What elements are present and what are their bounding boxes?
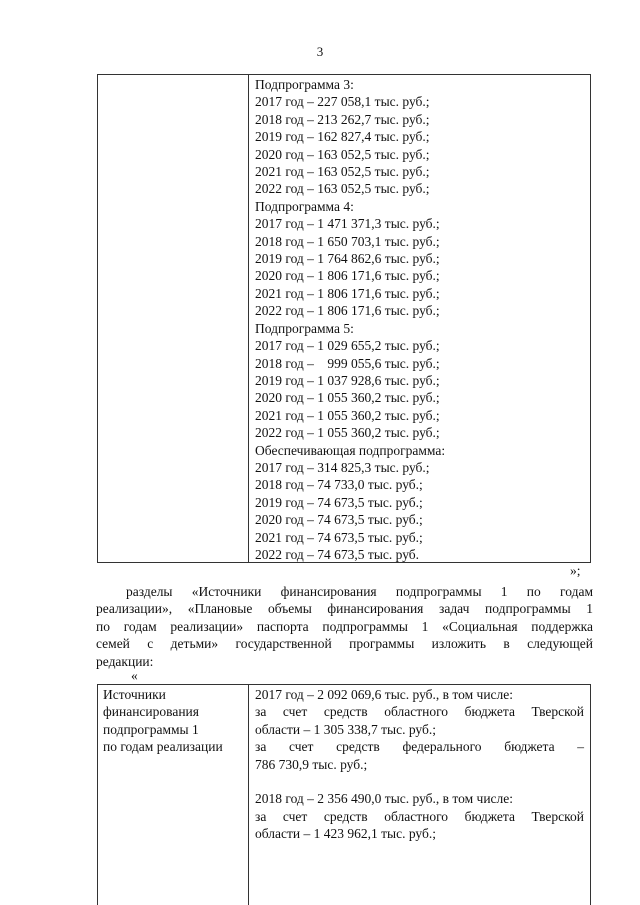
- blank-line: [255, 773, 584, 790]
- text-line: за счет средств областного бюджета Тверской: [255, 704, 584, 720]
- text-line: за счет средств областного бюджета Тверской: [255, 808, 584, 824]
- text-line: области – 1 423 962,1 тыс. руб.;: [255, 826, 436, 842]
- page-number: 3: [316, 44, 324, 59]
- text-line: Источники: [103, 687, 166, 702]
- paragraph-line: разделы «Источники финансирования подпрограммы 1 по годам: [126, 584, 593, 599]
- paragraph-line: по годам реализации» паспорта подпрограммы 1 «Социальная поддержка: [96, 618, 593, 634]
- subprogram-1-funding-table: [97, 684, 591, 905]
- text-line: 2018 год – 213 262,7 тыс. руб.;: [255, 111, 430, 127]
- column-divider: [248, 75, 249, 562]
- section-title-cell: [103, 686, 245, 756]
- text-line: за счет средств федерального бюджета –: [255, 739, 584, 755]
- text-line: 2022 год – 1 806 171,6 тыс. руб.;: [255, 303, 440, 319]
- text-line: 2021 год – 1 806 171,6 тыс. руб.;: [255, 285, 440, 301]
- text-line: 2020 год – 74 673,5 тыс. руб.;: [255, 512, 423, 528]
- text-line: 2019 год – 162 827,4 тыс. руб.;: [255, 129, 430, 145]
- amendment-paragraph: [96, 583, 593, 670]
- text-line: 2021 год – 1 055 360,2 тыс. руб.;: [255, 407, 440, 423]
- text-line: 786 730,9 тыс. руб.;: [255, 756, 368, 772]
- text-line: 2020 год – 163 052,5 тыс. руб.;: [255, 146, 430, 162]
- text-line: 2022 год – 163 052,5 тыс. руб.;: [255, 181, 430, 197]
- text-line: 2017 год – 1 029 655,2 тыс. руб.;: [255, 338, 440, 354]
- text-line: 2019 год – 74 673,5 тыс. руб.;: [255, 494, 423, 510]
- text-line: Подпрограмма 3:: [255, 77, 354, 92]
- text-line: 2017 год – 1 471 371,3 тыс. руб.;: [255, 216, 440, 232]
- closing-quote: »;: [570, 563, 581, 578]
- text-line: финансирования: [103, 704, 199, 720]
- text-line: 2022 год – 74 673,5 тыс. руб.: [255, 546, 420, 562]
- text-line: Обеспечивающая подпрограмма:: [255, 442, 446, 458]
- column-divider: [248, 685, 249, 905]
- opening-quote: «: [131, 668, 138, 683]
- text-line: 2021 год – 74 673,5 тыс. руб.;: [255, 529, 423, 545]
- text-line: 2018 год – 2 356 490,0 тыс. руб., в том числе:: [255, 791, 514, 807]
- text-line: 2018 год – 999 055,6 тыс. руб.;: [255, 355, 440, 371]
- text-line: Подпрограмма 5:: [255, 320, 354, 336]
- paragraph-line: семей с детьми» государственной программы изложить в следующей: [96, 636, 593, 652]
- text-line: 2017 год – 2 092 069,6 тыс. руб., в том числе:: [255, 687, 514, 702]
- text-line: 2017 год – 227 058,1 тыс. руб.;: [255, 94, 430, 110]
- section-values-cell: [255, 686, 584, 843]
- text-line: Подпрограмма 4:: [255, 198, 354, 214]
- text-line: 2017 год – 314 825,3 тыс. руб.;: [255, 459, 430, 475]
- text-line: 2018 год – 1 650 703,1 тыс. руб.;: [255, 233, 440, 249]
- funding-values-cell: [255, 76, 588, 563]
- text-line: 2019 год – 1 764 862,6 тыс. руб.;: [255, 251, 440, 267]
- text-line: 2020 год – 1 055 360,2 тыс. руб.;: [255, 390, 440, 406]
- text-line: по годам реализации: [103, 739, 223, 755]
- text-line: подпрограммы 1: [103, 721, 199, 737]
- funding-table-continued: [97, 74, 591, 563]
- text-line: 2022 год – 1 055 360,2 тыс. руб.;: [255, 425, 440, 441]
- text-line: 2020 год – 1 806 171,6 тыс. руб.;: [255, 268, 440, 284]
- paragraph-line: редакции:: [96, 653, 154, 669]
- text-line: области – 1 305 338,7 тыс. руб.;: [255, 721, 436, 737]
- text-line: 2018 год – 74 733,0 тыс. руб.;: [255, 477, 423, 493]
- text-line: 2021 год – 163 052,5 тыс. руб.;: [255, 164, 430, 180]
- text-line: 2019 год – 1 037 928,6 тыс. руб.;: [255, 372, 440, 388]
- paragraph-line: реализации», «Плановые объемы финансирования задач подпрограммы 1: [96, 601, 593, 617]
